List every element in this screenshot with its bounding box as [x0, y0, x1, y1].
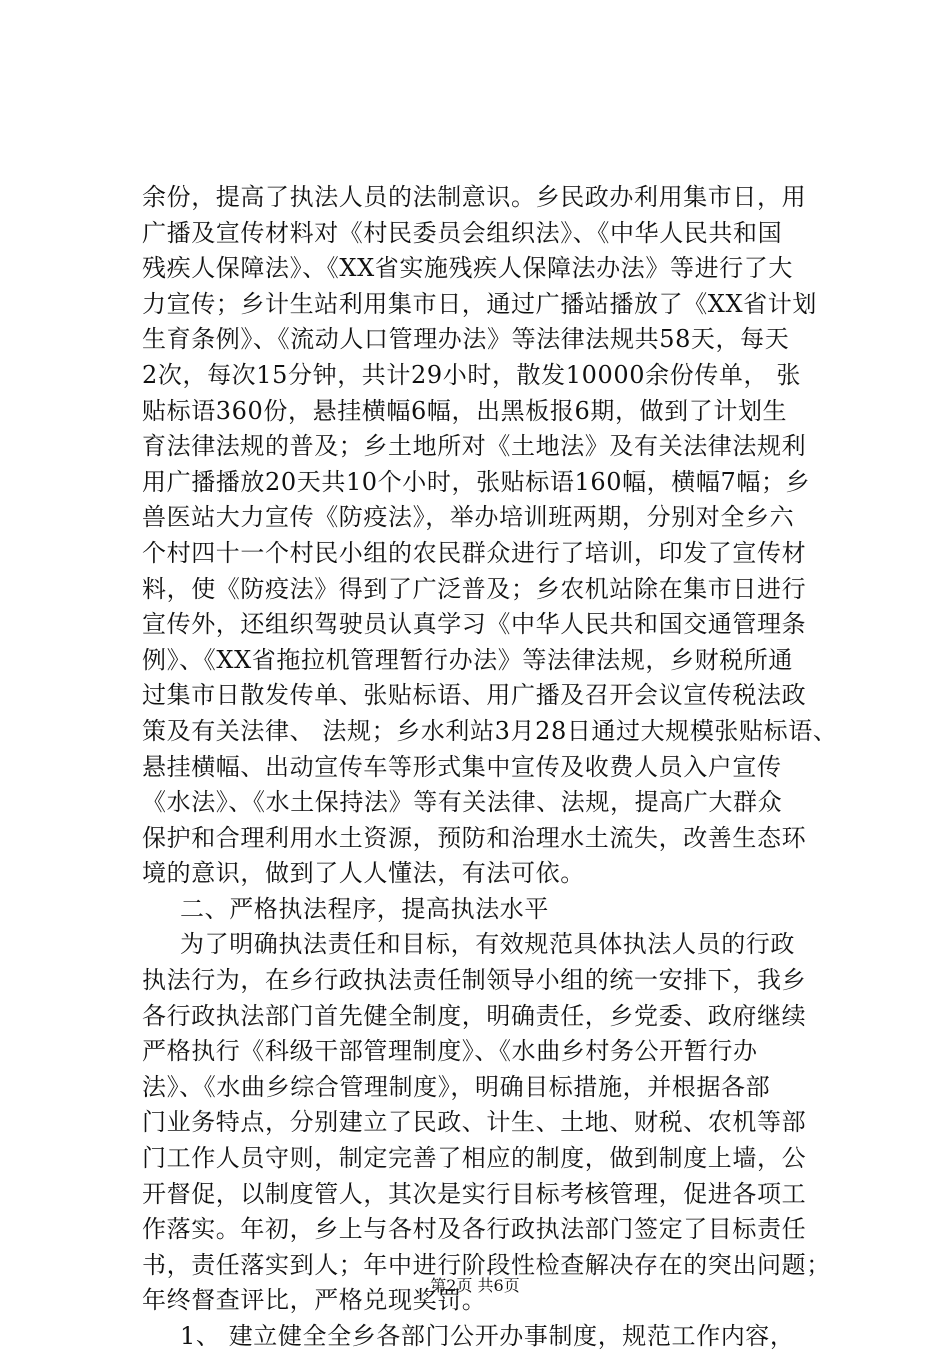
text-line: 过集市日散发传单、张贴标语、用广播及召开会议宣传税法政	[142, 681, 807, 710]
text-line: 例》、《XX省拖拉机管理暂行办法》等法律法规，乡财税所通	[142, 645, 793, 674]
text-line: 《水法》、《水土保持法》等有关法律、法规，提高广大群众	[142, 788, 783, 817]
text-line: 广播及宣传材料对《村民委员会组织法》、《中华人民共和国	[142, 218, 783, 247]
text-line: 执法行为，在乡行政执法责任制领导小组的统一安排下，我乡	[142, 966, 807, 995]
text-line: 力宣传；乡计生站利用集市日，通过广播站播放了《XX省计划	[142, 289, 817, 318]
text-line: 书，责任落实到人；年中进行阶段性检查解决存在的突出问题；	[142, 1250, 831, 1279]
text-line: 悬挂横幅、出动宣传车等形式集中宣传及收费人员入户宣传	[142, 752, 782, 781]
section-heading: 二、严格执法程序，提高执法水平	[180, 894, 549, 923]
text-line: 宣传外，还组织驾驶员认真学习《中华人民共和国交通管理条	[142, 610, 807, 639]
text-line: 残疾人保障法》、《XX省实施残疾人保障法办法》等进行了大	[142, 254, 793, 283]
text-line: 余份，提高了执法人员的法制意识。乡民政办利用集市日，用	[142, 183, 807, 211]
text-line: 用广播播放20天共10个小时，张贴标语160幅，横幅7幅；乡	[142, 467, 811, 496]
text-line: 生育条例》、《流动人口管理办法》等法律法规共58天，每天	[142, 325, 790, 354]
list-item-heading: 1、 建立健全全乡各部门公开办事制度，规范工作内容，	[180, 1322, 795, 1350]
document-body	[142, 180, 842, 1355]
text-line: 个村四十一个村民小组的农民群众进行了培训，印发了宣传材	[142, 538, 807, 567]
text-line: 策及有关法律、 法规；乡水利站3月28日通过大规模张贴标语、	[142, 716, 838, 745]
text-line: 门业务特点，分别建立了民政、计生、土地、财税、农机等部	[142, 1108, 807, 1137]
text-line: 法》、《水曲乡综合管理制度》，明确目标措施，并根据各部	[142, 1072, 771, 1101]
text-line: 开督促，以制度管人，其次是实行目标考核管理，促进各项工	[142, 1179, 807, 1208]
text-line: 保护和合理利用水土资源，预防和治理水土流失，改善生态环	[142, 823, 807, 852]
text-line: 作落实。年初，乡上与各村及各行政执法部门签定了目标责任	[142, 1215, 807, 1244]
text-line: 兽医站大力宣传《防疫法》，举办培训班两期，分别对全乡六	[142, 503, 795, 532]
text-line: 门工作人员守则，制定完善了相应的制度，做到制度上墙，公	[142, 1144, 807, 1173]
text-line: 严格执行《科级干部管理制度》、《水曲乡村务公开暂行办	[142, 1037, 758, 1066]
text-line: 境的意识，做到了人人懂法，有法可依。	[142, 859, 585, 888]
text-line: 2次，每次15分钟，共计29小时，散发10000余份传单， 张	[142, 360, 801, 389]
text-line: 各行政执法部门首先健全制度，明确责任，乡党委、政府继续	[142, 1001, 807, 1030]
text-line: 年终督查评比，严格兑现奖罚。	[142, 1286, 487, 1315]
page-number-footer: 第2页 共6页	[430, 1276, 520, 1295]
text-line: 为了明确执法责任和目标，有效规范具体执法人员的行政	[180, 930, 795, 959]
text-line: 贴标语360份，悬挂横幅6幅，出黑板报6期，做到了计划生	[142, 396, 788, 425]
text-line: 料，使《防疫法》得到了广泛普及；乡农机站除在集市日进行	[142, 574, 807, 603]
text-line: 育法律法规的普及；乡土地所对《土地法》及有关法律法规利	[142, 432, 807, 461]
